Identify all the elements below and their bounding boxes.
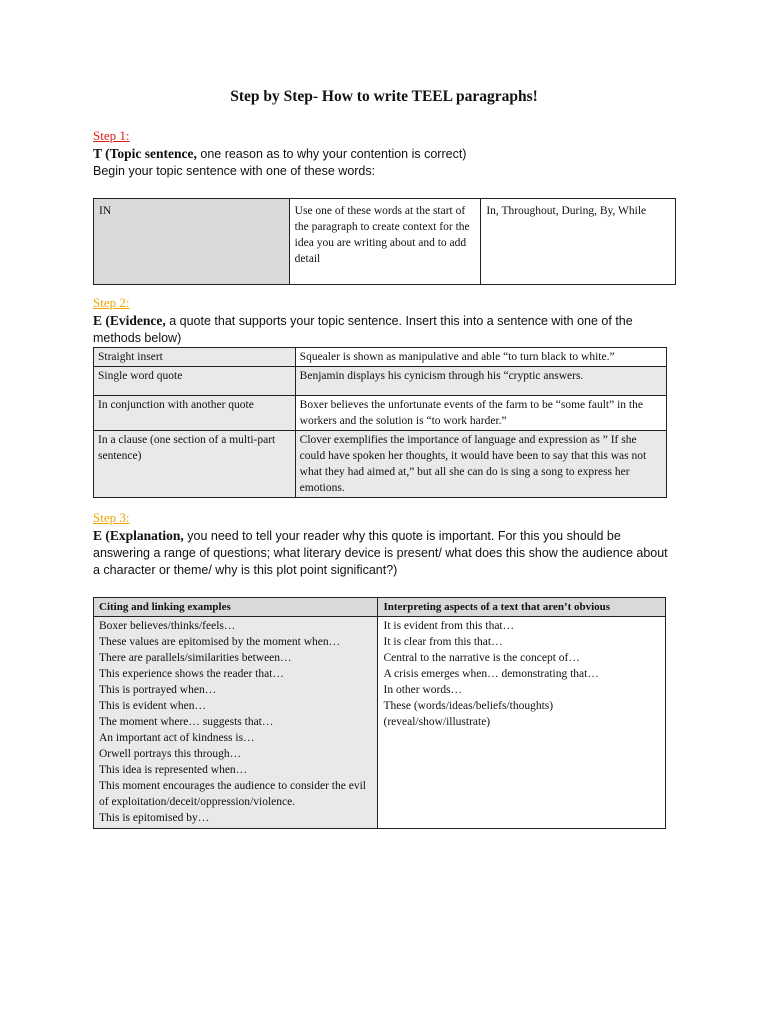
list-item: This is portrayed when… xyxy=(99,684,217,696)
method-cell: Straight insert xyxy=(94,348,296,367)
table-row xyxy=(94,431,667,498)
list-item: A crisis emerges when… demonstrating that… xyxy=(383,668,599,680)
step1-label: Step 1: xyxy=(93,128,130,143)
list-item: Central to the narrative is the concept of… xyxy=(383,652,580,664)
step3-heading xyxy=(93,527,673,579)
table-row xyxy=(94,199,676,285)
list-item: This is epitomised by… xyxy=(99,812,210,824)
list-item: It is evident from this that… xyxy=(383,620,515,632)
list-item: Boxer believes/thinks/feels… xyxy=(99,620,236,632)
topic-words-cell: In, Throughout, During, By, While xyxy=(481,199,676,285)
list-item: These values are epitomised by the moment when… xyxy=(99,636,341,648)
table-row xyxy=(94,617,666,829)
method-cell: In a clause (one section of a multi-part sentence) xyxy=(94,431,296,498)
citing-linking-header: Citing and linking examples xyxy=(94,598,378,617)
method-cell: In conjunction with another quote xyxy=(94,396,296,431)
step3-heading-rest: you need to tell your reader why this quote is important. For this you should be answering a range of questions; what literary device is present/ what does this show the audience about a character or theme/ why is this plot point significant?) xyxy=(93,529,668,577)
step3-heading-bold: E (Explanation, xyxy=(93,528,184,543)
step1-heading-rest: one reason as to why your contention is correct) xyxy=(196,147,467,161)
step1-heading-bold: T (Topic sentence, xyxy=(93,146,197,161)
list-item: An important act of kindness is… xyxy=(99,732,255,744)
step3-label: Step 3: xyxy=(93,510,130,525)
page-title: Step by Step- How to write TEEL paragraphs! xyxy=(230,88,538,105)
step1-heading xyxy=(93,145,673,163)
list-item: These (words/ideas/beliefs/thoughts) (reveal/show/illustrate) xyxy=(383,700,554,728)
list-item: The moment where… suggests that… xyxy=(99,716,274,728)
table-row xyxy=(94,396,667,431)
list-item: This idea is represented when… xyxy=(99,764,248,776)
interpreting-header: Interpreting aspects of a text that aren’t obvious xyxy=(378,598,666,617)
table-header-row xyxy=(94,598,666,617)
step2-label: Step 2: xyxy=(93,295,130,310)
list-item: It is clear from this that… xyxy=(383,636,503,648)
example-cell: Benjamin displays his cynicism through his “cryptic answers. xyxy=(295,367,666,396)
topic-instruction-cell: Use one of these words at the start of the paragraph to create context for the idea you are writing about and to add detail xyxy=(289,199,481,285)
list-item: This is evident when… xyxy=(99,700,206,712)
step2-heading xyxy=(93,312,673,347)
method-cell: Single word quote xyxy=(94,367,296,396)
topic-sentence-table xyxy=(93,198,676,285)
table-row xyxy=(94,348,667,367)
step1-instruction: Begin your topic sentence with one of these words: xyxy=(93,164,376,178)
example-cell: Boxer believes the unfortunate events of the farm to be “some fault” in the workers and the solution is “to work harder.” xyxy=(295,396,666,431)
topic-word-cell: IN xyxy=(94,199,290,285)
list-item: Orwell portrays this through… xyxy=(99,748,242,760)
example-cell: Squealer is shown as manipulative and able “to turn black to white.” xyxy=(295,348,666,367)
example-cell: Clover exemplifies the importance of language and expression as ” If she could have spoken her thoughts, it would have been to say that this was not what they had aimed at,” but all she can do is sing a song to express her emotions. xyxy=(295,431,666,498)
step2-heading-rest: a quote that supports your topic sentence. Insert this into a sentence with one of the methods below) xyxy=(93,314,633,345)
citing-linking-list xyxy=(94,617,378,829)
list-item: There are parallels/similarities between… xyxy=(99,652,292,664)
list-item: In other words… xyxy=(383,684,463,696)
step2-heading-bold: E (Evidence, xyxy=(93,313,166,328)
list-item: This moment encourages the audience to consider the evil of exploitation/deceit/oppression/violence. xyxy=(99,780,366,808)
explanation-phrases-table xyxy=(93,597,666,829)
table-row xyxy=(94,367,667,396)
interpreting-list xyxy=(378,617,666,829)
list-item: This experience shows the reader that… xyxy=(99,668,284,680)
evidence-methods-table xyxy=(93,347,667,498)
